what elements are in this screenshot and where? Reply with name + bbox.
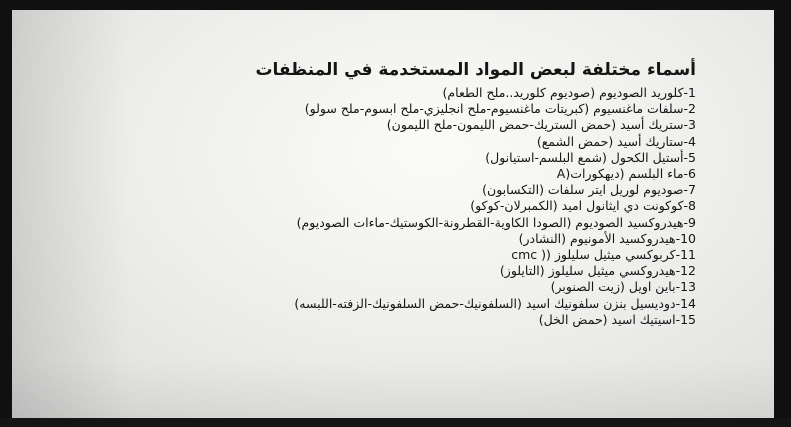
list-item: 11-كربوكسي ميثيل سليلوز (( cmc	[511, 247, 696, 263]
list-item: 13-باين اويل (زيت الصنوبر)	[550, 279, 696, 295]
list-item: 10-هيدروكسيد الأمونيوم (النشادر)	[518, 230, 696, 246]
list-item: 7-صوديوم لوريل ايتر سلفات (التكسابون)	[482, 182, 696, 198]
screen-glare-left	[12, 10, 132, 418]
list-item: 4-ستاريك أسيد (حمض الشمع)	[536, 133, 696, 149]
screen-bottom-bezel	[0, 418, 791, 427]
screen-glare-bottom	[12, 358, 774, 418]
list-item: 9-هيدروكسيد الصوديوم (الصودا الكاوية-القطرونة-الكوستيك-ماءات الصوديوم)	[296, 214, 696, 230]
list-item: 3-ستريك أسيد (حمض الستريك-حمض الليمون-ملح الليمون)	[386, 117, 696, 133]
list-item: 1-كلوريد الصوديوم (صوديوم كلوريد..ملح الطعام)	[442, 85, 696, 100]
list-item: 8-كوكونت دي ايثانول اميد (الكمبرلان-كوكو)	[470, 198, 696, 214]
list-item: 15-اسيتيك اسيد (حمض الخل)	[538, 311, 696, 327]
detergent-names-list	[136, 85, 696, 328]
slide-title: أسماء مختلفة لبعض المواد المستخدمة في المنظفات	[255, 60, 696, 80]
list-item: 5-أستيل الكحول (شمع البلسم-استيانول)	[485, 149, 696, 165]
list-item: 2-سلفات ماغنسيوم (كبريتات ماغنسيوم-ملح انجليزي-ملح ابسوم-ملح سولو)	[304, 101, 696, 117]
slide-screen	[12, 10, 774, 418]
list-item: 6-ماء البلسم (ديهكورات(A	[556, 166, 696, 182]
list-item: 12-هيدروكسي ميثيل سليلوز (التايلوز)	[499, 263, 696, 279]
list-item: 14-دوديسيل بنزن سلفونيك اسيد (السلفونيك-حمض السلفونيك-الزفته-اللبسه)	[294, 295, 696, 311]
slide-content	[136, 58, 696, 328]
